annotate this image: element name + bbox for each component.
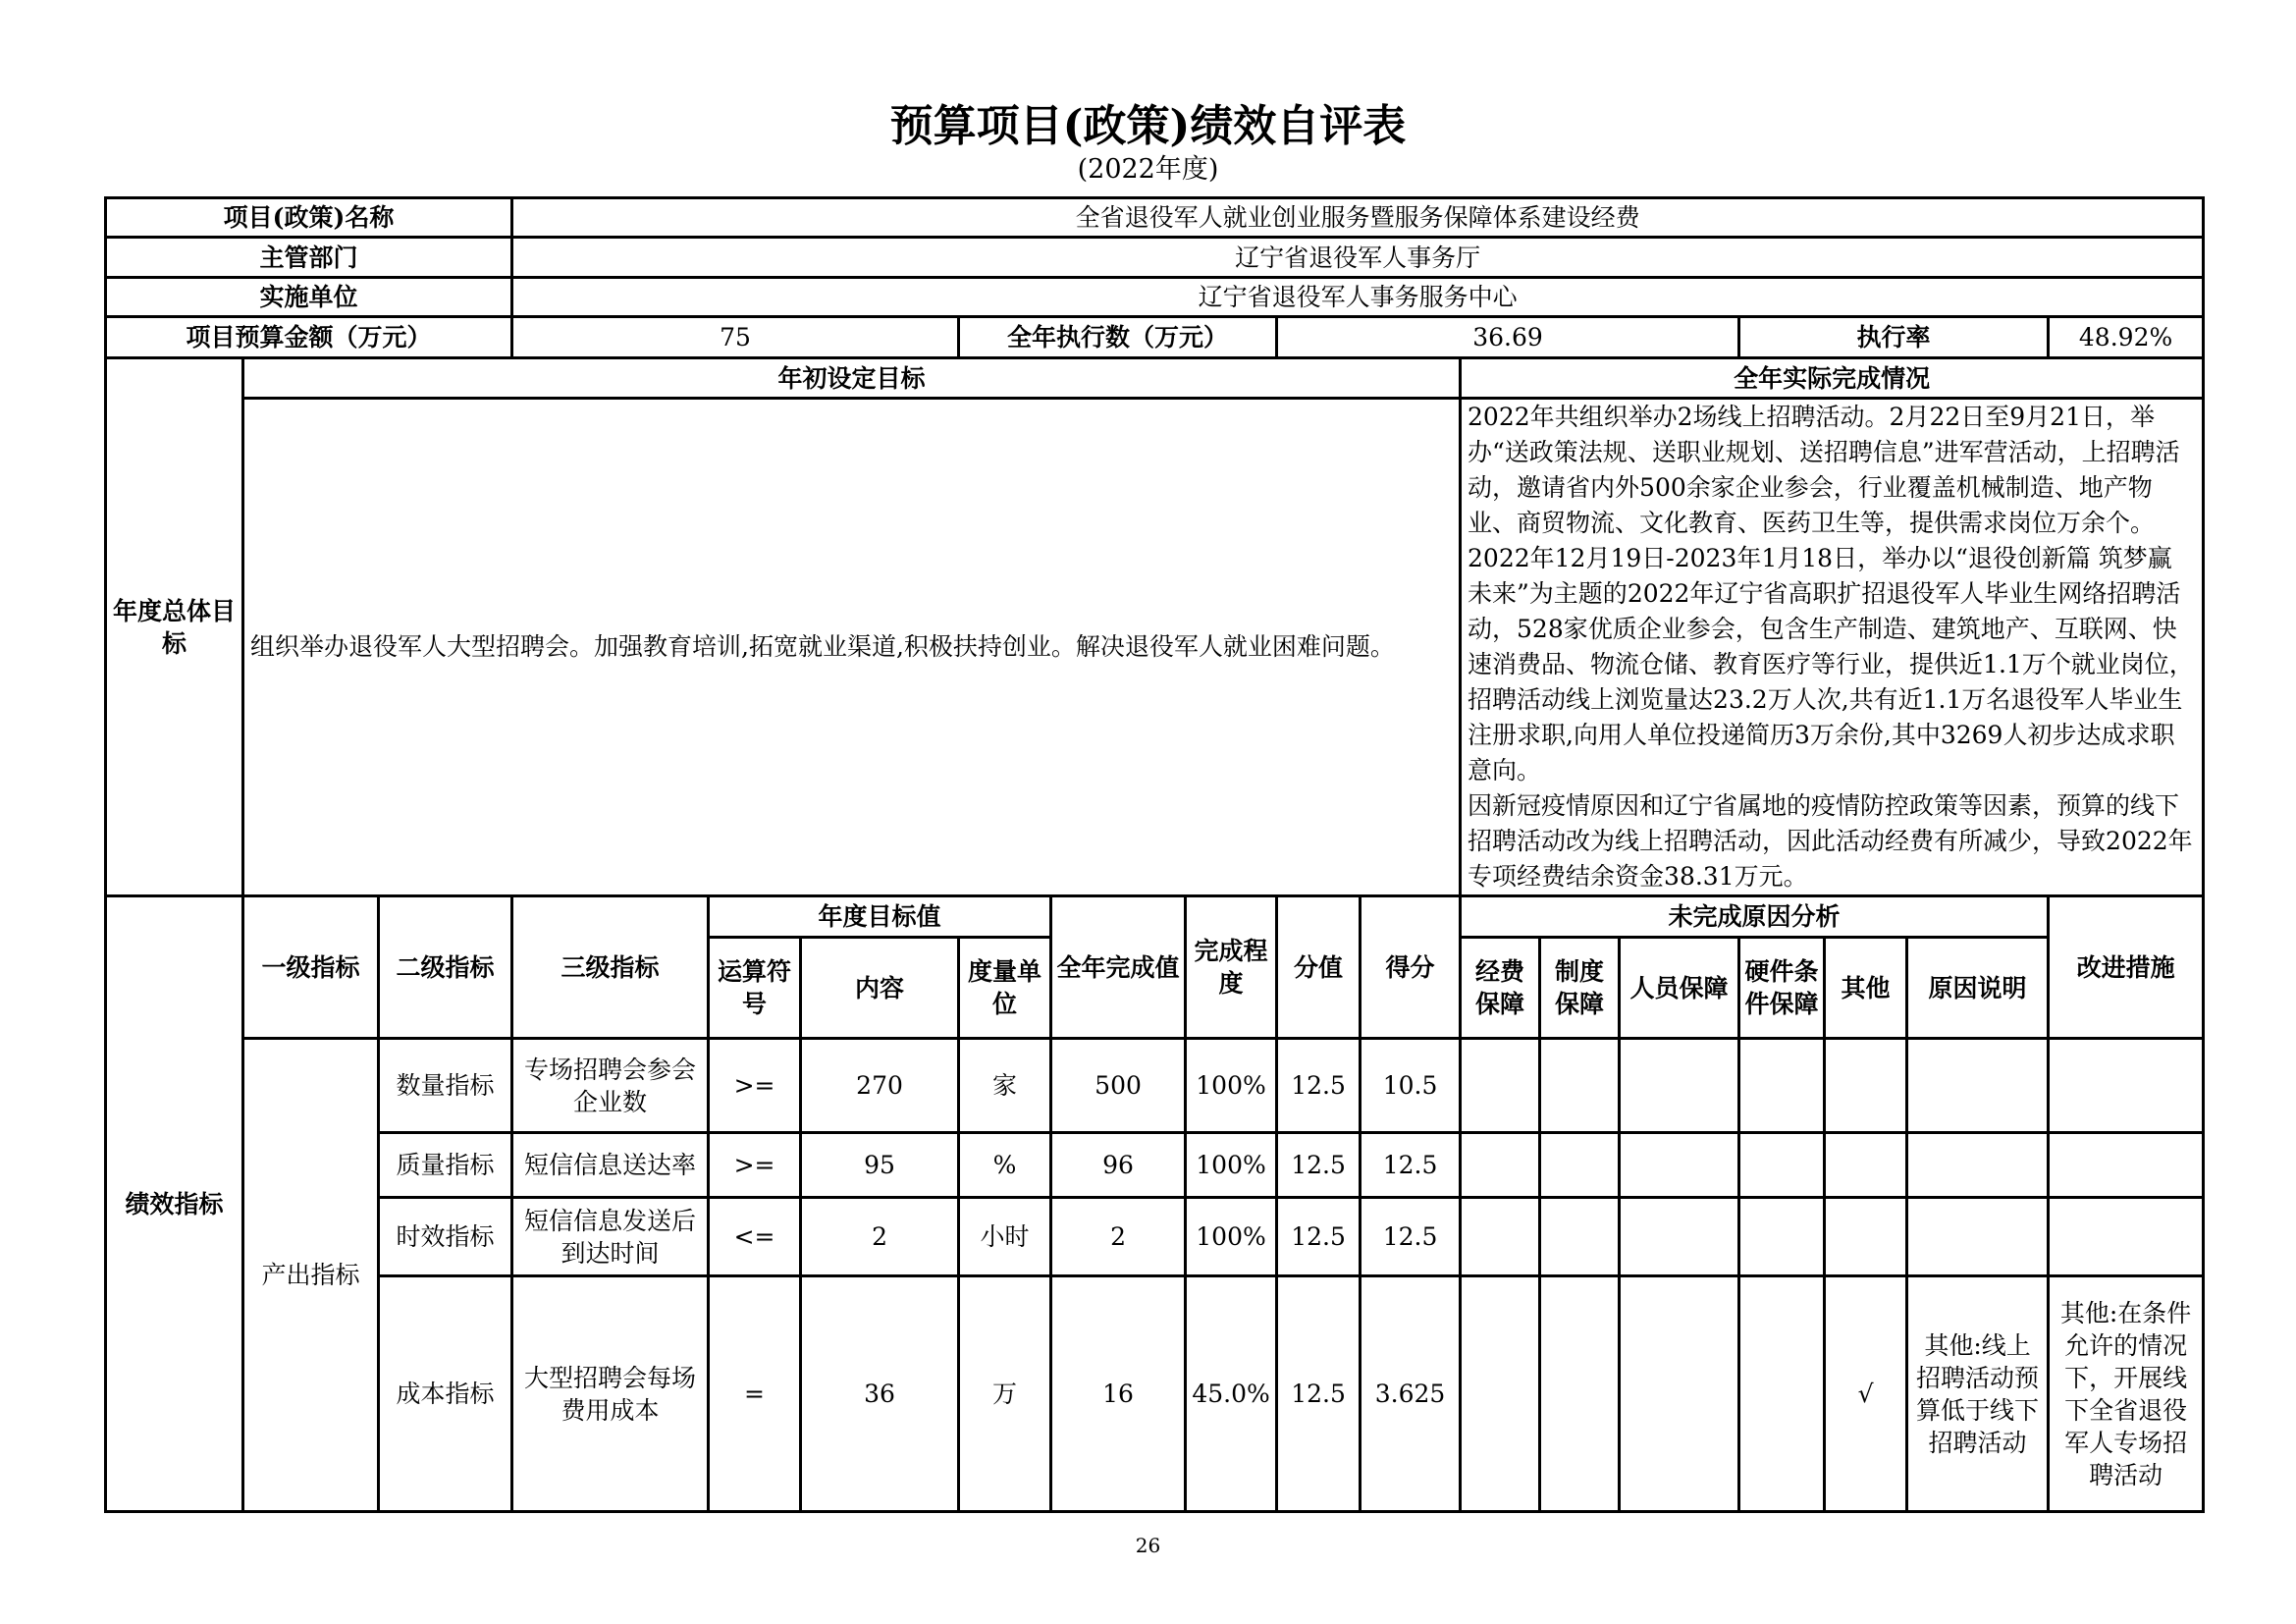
- header-score: 得分: [1361, 896, 1461, 1039]
- completion: 100%: [1186, 1198, 1277, 1276]
- unit-label: 实施单位: [106, 278, 512, 317]
- evaluation-table: [104, 196, 2205, 1513]
- score: 12.5: [1361, 1133, 1461, 1198]
- content: 95: [801, 1133, 959, 1198]
- score: 12.5: [1361, 1198, 1461, 1276]
- explanation: 其他:线上招聘活动预算低于线下招聘活动: [1907, 1276, 2049, 1512]
- system: [1540, 1133, 1620, 1198]
- operator: =: [709, 1276, 801, 1512]
- level2: 质量指标: [379, 1133, 512, 1198]
- content: 36: [801, 1276, 959, 1512]
- page-subtitle: (2022年度): [1077, 154, 1219, 185]
- other: [1825, 1198, 1907, 1276]
- funding: [1461, 1039, 1540, 1133]
- header-content: 内容: [801, 938, 959, 1039]
- header-level3: 三级指标: [512, 896, 709, 1039]
- explanation: [1907, 1039, 2049, 1133]
- target-header: 年初设定目标: [243, 358, 1461, 399]
- rate-value: 48.92%: [2049, 317, 2204, 358]
- header-system: 制度保障: [1540, 938, 1620, 1039]
- weight: 12.5: [1277, 1276, 1361, 1512]
- actual: 16: [1051, 1276, 1186, 1512]
- completion: 100%: [1186, 1039, 1277, 1133]
- level1-value: 产出指标: [243, 1039, 379, 1512]
- system: [1540, 1276, 1620, 1512]
- budget-label: 项目预算金额（万元）: [106, 317, 512, 358]
- funding: [1461, 1276, 1540, 1512]
- unit-value: 辽宁省退役军人事务服务中心: [512, 278, 2204, 317]
- actual-header: 全年实际完成情况: [1461, 358, 2204, 399]
- actual: 2: [1051, 1198, 1186, 1276]
- level2: 成本指标: [379, 1276, 512, 1512]
- project-name-row: [106, 198, 2204, 238]
- header-improvement: 改进措施: [2049, 896, 2204, 1039]
- actual: 500: [1051, 1039, 1186, 1133]
- header-operator: 运算符号: [709, 938, 801, 1039]
- target-text: 组织举办退役军人大型招聘会。加强教育培训,拓宽就业渠道,积极扶持创业。解决退役军人就业困难问题。: [243, 399, 1461, 896]
- level3: 专场招聘会参会企业数: [512, 1039, 709, 1133]
- funding: [1461, 1198, 1540, 1276]
- table-row: [106, 1039, 2204, 1133]
- perf-label: 绩效指标: [106, 896, 243, 1512]
- completion: 45.0%: [1186, 1276, 1277, 1512]
- budget-row: [106, 317, 2204, 358]
- header-target-group: 年度目标值: [709, 896, 1051, 938]
- improvement: [2049, 1198, 2204, 1276]
- operator: >=: [709, 1039, 801, 1133]
- improvement: 其他:在条件允许的情况下，开展线下全省退役军人专场招聘活动: [2049, 1276, 2204, 1512]
- dept-value: 辽宁省退役军人事务厅: [512, 238, 2204, 278]
- budget-value: 75: [512, 317, 959, 358]
- header-actual: 全年完成值: [1051, 896, 1186, 1039]
- goals-content-row: [106, 399, 2204, 896]
- header-explanation: 原因说明: [1907, 938, 2049, 1039]
- actual-text: 2022年共组织举办2场线上招聘活动。2月22日至9月21日，举办“送政策法规、送职业规划、送招聘信息”进军营活动，上招聘活动，邀请省内外500余家企业参会，行业覆盖机械制造、地产物业、商贸物流、文化教育、医药卫生等，提供需求岗位万余个。2022年12月19日-2023年1月18日，举办以“退役创新篇 筑梦赢未来”为主题的2022年辽宁省高职扩招退役军人毕业生网络招聘活动，528家优质企业参会，包含生产制造、建筑地产、互联网、快速消费品、物流仓储、教育医疗等行业，提供近1.1万个就业岗位，招聘活动线上浏览量达23.2万人次,共有近1.1万名退役军人毕业生注册求职,向用人单位投递简历3万余份,其中3269人初步达成求职意向。: [1468, 403, 2194, 785]
- dept-row: [106, 238, 2204, 278]
- goals-header-row: [106, 358, 2204, 399]
- rate-label: 执行率: [1739, 317, 2049, 358]
- staff: [1620, 1133, 1739, 1198]
- unit: %: [959, 1133, 1051, 1198]
- level3: 短信信息送达率: [512, 1133, 709, 1198]
- weight: 12.5: [1277, 1198, 1361, 1276]
- level3: 短信信息发送后到达时间: [512, 1198, 709, 1276]
- table-row: [106, 1198, 2204, 1276]
- other-checkmark: √: [1825, 1276, 1907, 1512]
- header-unit: 度量单位: [959, 938, 1051, 1039]
- header-weight: 分值: [1277, 896, 1361, 1039]
- page-number: 26: [1135, 1534, 1161, 1557]
- unit: 家: [959, 1039, 1051, 1133]
- executed-value: 36.69: [1277, 317, 1739, 358]
- page-title: 预算项目(政策)绩效自评表: [889, 101, 1407, 151]
- weight: 12.5: [1277, 1039, 1361, 1133]
- unit: 小时: [959, 1198, 1051, 1276]
- level2: 数量指标: [379, 1039, 512, 1133]
- actual-text-cell: [1461, 399, 2204, 896]
- weight: 12.5: [1277, 1133, 1361, 1198]
- header-completion: 完成程度: [1186, 896, 1277, 1039]
- unit-row: [106, 278, 2204, 317]
- operator: <=: [709, 1198, 801, 1276]
- hardware: [1739, 1198, 1825, 1276]
- table-row: [106, 1133, 2204, 1198]
- content: 270: [801, 1039, 959, 1133]
- staff: [1620, 1039, 1739, 1133]
- header-level2: 二级指标: [379, 896, 512, 1039]
- funding: [1461, 1133, 1540, 1198]
- operator: >=: [709, 1133, 801, 1198]
- hardware: [1739, 1133, 1825, 1198]
- score: 10.5: [1361, 1039, 1461, 1133]
- header-funding: 经费保障: [1461, 938, 1540, 1039]
- header-other: 其他: [1825, 938, 1907, 1039]
- actual-text-2: 因新冠疫情原因和辽宁省属地的疫情防控政策等因素，预算的线下招聘活动改为线上招聘活动，因此活动经费有所减少，导致2022年专项经费结余资金38.31万元。: [1468, 791, 2193, 891]
- completion: 100%: [1186, 1133, 1277, 1198]
- project-name-label: 项目(政策)名称: [106, 198, 512, 238]
- hardware: [1739, 1039, 1825, 1133]
- system: [1540, 1039, 1620, 1133]
- actual: 96: [1051, 1133, 1186, 1198]
- header-hardware: 硬件条件保障: [1739, 938, 1825, 1039]
- staff: [1620, 1198, 1739, 1276]
- dept-label: 主管部门: [106, 238, 512, 278]
- score: 3.625: [1361, 1276, 1461, 1512]
- perf-header-row-1: [106, 896, 2204, 938]
- unit: 万: [959, 1276, 1051, 1512]
- goals-label: 年度总体目标: [106, 358, 243, 896]
- executed-label: 全年执行数（万元）: [959, 317, 1277, 358]
- explanation: [1907, 1198, 2049, 1276]
- hardware: [1739, 1276, 1825, 1512]
- content: 2: [801, 1198, 959, 1276]
- other: [1825, 1039, 1907, 1133]
- other: [1825, 1133, 1907, 1198]
- improvement: [2049, 1039, 2204, 1133]
- system: [1540, 1198, 1620, 1276]
- level3: 大型招聘会每场费用成本: [512, 1276, 709, 1512]
- table-row: [106, 1276, 2204, 1512]
- header-reason-group: 未完成原因分析: [1461, 896, 2049, 938]
- explanation: [1907, 1133, 2049, 1198]
- header-level1: 一级指标: [243, 896, 379, 1039]
- header-staff: 人员保障: [1620, 938, 1739, 1039]
- level2: 时效指标: [379, 1198, 512, 1276]
- improvement: [2049, 1133, 2204, 1198]
- project-name-value: 全省退役军人就业创业服务暨服务保障体系建设经费: [512, 198, 2204, 238]
- staff: [1620, 1276, 1739, 1512]
